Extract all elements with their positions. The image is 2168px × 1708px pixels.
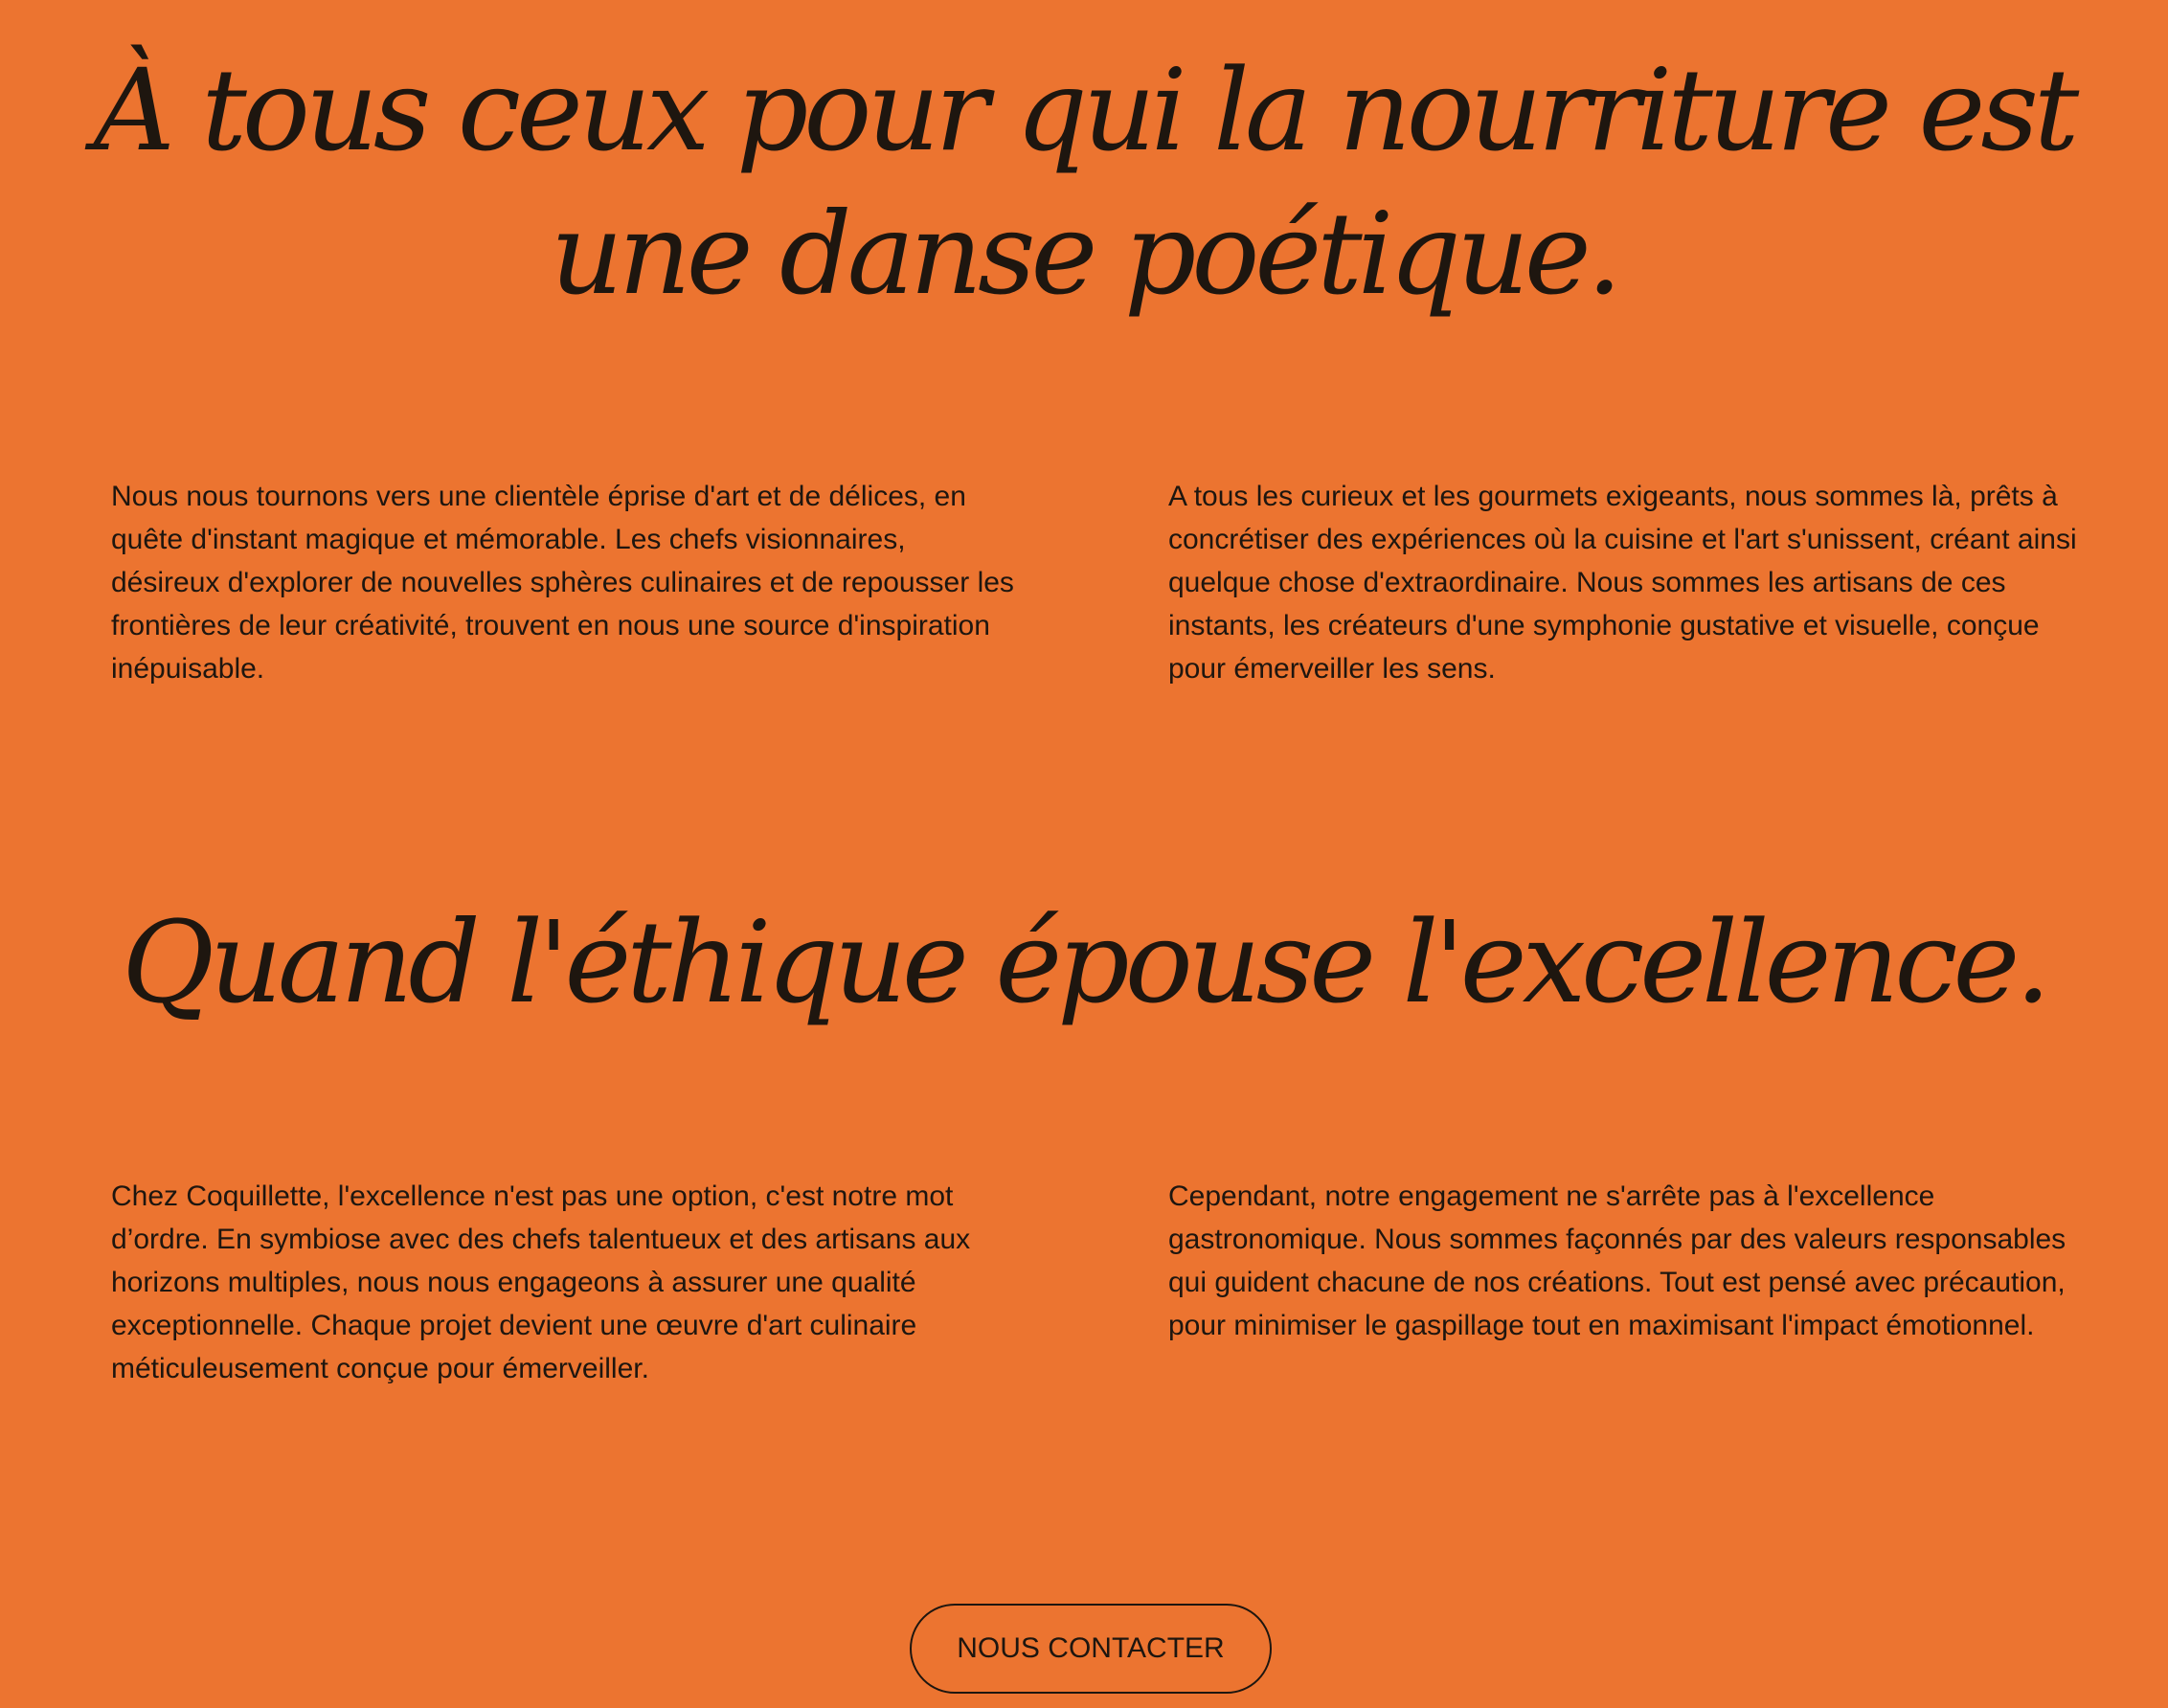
audience-paragraph-left: Nous nous tournons vers une clientèle éprise d'art et de délices, en quête d'instant magique et mémorable. Les chefs visionnaires, désireux d'explorer de nouvelles sphères culinaires et de repousser les frontières de leur créativité, trouvent en nous une source d'inspiration inépuisable. <box>111 481 1014 685</box>
audience-paragraph-right: A tous les curieux et les gourmets exigeants, nous sommes là, prêts à concrétiser des expériences où la cuisine et l'art s'unissent, créant ainsi quelque chose d'extraordinaire. Nous sommes les artisans de ces instants, les créateurs d'une symphonie gustative et visuelle, conçue pour émerveiller les sens. <box>1168 481 2077 685</box>
ethics-headline: Quand l'éthique épouse l'excellence. <box>122 896 2046 1028</box>
audience-headline: À tous ceux pour qui la nourriture est une danse poétique. <box>93 44 2075 320</box>
ethics-paragraph-right: Cependant, notre engagement ne s'arrête pas à l'excellence gastronomique. Nous sommes façonnés par des valeurs responsables qui guident chacune de nos créations. Tout est pensé avec précaution, pour minimiser le gaspillage tout en maximisant l'impact émotionnel. <box>1168 1180 2066 1341</box>
ethics-paragraph-left: Chez Coquillette, l'excellence n'est pas une option, c'est notre mot d’ordre. En symbiose avec des chefs talentueux et des artisans aux horizons multiples, nous nous engageons à assurer une qualité exceptionnelle. Chaque projet devient une œuvre d'art culinaire méticuleusement conçue pour émerveiller. <box>111 1180 971 1384</box>
contact-button[interactable]: NOUS CONTACTER <box>910 1604 1272 1694</box>
